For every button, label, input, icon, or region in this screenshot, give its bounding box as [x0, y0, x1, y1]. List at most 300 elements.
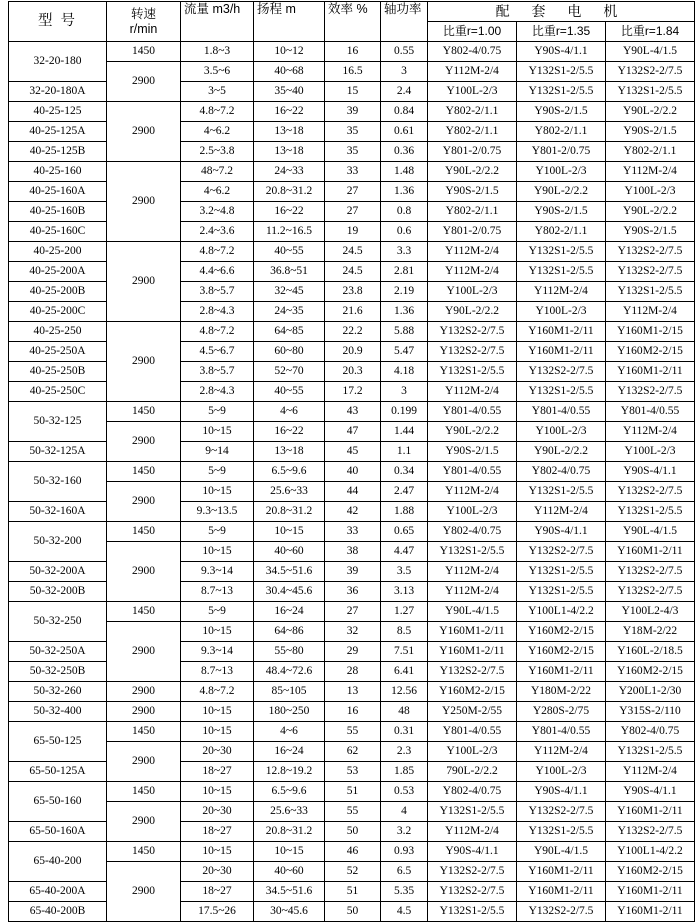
speed-cell: 1450 [107, 842, 181, 862]
motor-sg1-cell: Y160M1-2/11 [428, 622, 517, 642]
shaft-power-cell: 1.44 [381, 422, 428, 442]
efficiency-cell: 62 [325, 742, 381, 762]
motor-sg1-cell: Y112M-2/4 [428, 562, 517, 582]
shaft-power-cell: 4.5 [381, 902, 428, 922]
table-row [9, 402, 695, 422]
head-cell: 35~40 [254, 82, 325, 102]
flow-cell: 10~15 [181, 622, 254, 642]
motor-sg2-cell: Y802-4/0.75 [517, 462, 606, 482]
pump-spec-table [8, 1, 695, 922]
shaft-power-cell: 1.27 [381, 602, 428, 622]
efficiency-cell: 20.9 [325, 342, 381, 362]
flow-cell: 2.8~4.3 [181, 302, 254, 322]
head-cell: 40~55 [254, 242, 325, 262]
motor-sg2-cell: Y180M-2/22 [517, 682, 606, 702]
shaft-power-cell: 0.93 [381, 842, 428, 862]
flow-cell: 9.3~14 [181, 642, 254, 662]
head-cell: 30.4~45.6 [254, 582, 325, 602]
flow-cell: 3.8~5.7 [181, 362, 254, 382]
shaft-power-cell: 0.65 [381, 522, 428, 542]
model-cell: 40-25-160A [9, 182, 107, 202]
table-row [9, 842, 695, 862]
flow-cell: 2.5~3.8 [181, 142, 254, 162]
speed-cell: 2900 [107, 742, 181, 782]
flow-cell: 3.2~4.8 [181, 202, 254, 222]
head-cell: 40~68 [254, 62, 325, 82]
flow-cell: 2.4~3.6 [181, 222, 254, 242]
motor-sg3-cell: Y160M1-2/11 [606, 882, 695, 902]
shaft-power-cell: 1.1 [381, 442, 428, 462]
shaft-power-cell: 0.61 [381, 122, 428, 142]
efficiency-cell: 22.2 [325, 322, 381, 342]
flow-cell: 8.7~13 [181, 582, 254, 602]
speed-cell: 1450 [107, 402, 181, 422]
motor-sg3-cell: Y100L-2/3 [606, 442, 695, 462]
header-speed-line1: 转速 [130, 6, 156, 21]
efficiency-cell: 36 [325, 582, 381, 602]
flow-cell: 9.3~14 [181, 562, 254, 582]
motor-sg2-cell: Y90S-2/1.5 [517, 102, 606, 122]
motor-sg3-cell: Y132S2-2/7.5 [606, 562, 695, 582]
head-cell: 11.2~16.5 [254, 222, 325, 242]
motor-sg1-cell: Y100L-2/3 [428, 742, 517, 762]
efficiency-cell: 15 [325, 82, 381, 102]
head-cell: 20.8~31.2 [254, 182, 325, 202]
head-cell: 6.5~9.6 [254, 462, 325, 482]
motor-sg3-cell: Y90S-2/1.5 [606, 122, 695, 142]
speed-cell: 1450 [107, 602, 181, 622]
motor-sg3-cell: Y160M1-2/15 [606, 322, 695, 342]
motor-sg1-cell: Y801-4/0.55 [428, 402, 517, 422]
model-cell: 50-32-125A [9, 442, 107, 462]
efficiency-cell: 21.6 [325, 302, 381, 322]
motor-sg3-cell: Y132S2-2/7.5 [606, 382, 695, 402]
motor-sg1-cell: Y801-4/0.55 [428, 722, 517, 742]
header-matched-motor: 配 套 电 机 [428, 2, 695, 22]
flow-cell: 18~27 [181, 762, 254, 782]
motor-sg3-cell: Y315S-2/110 [606, 702, 695, 722]
motor-sg3-cell: Y100L2-4/3 [606, 602, 695, 622]
motor-sg3-cell: Y160M1-2/11 [606, 802, 695, 822]
motor-sg3-cell: Y802-2/1.1 [606, 142, 695, 162]
speed-cell: 1450 [107, 522, 181, 542]
motor-sg2-cell: Y112M-2/4 [517, 282, 606, 302]
motor-sg1-cell: 790L-2/2.2 [428, 762, 517, 782]
model-cell: 50-32-200 [9, 522, 107, 562]
motor-sg2-cell: Y100L-2/3 [517, 762, 606, 782]
head-cell: 24~33 [254, 162, 325, 182]
efficiency-cell: 50 [325, 822, 381, 842]
table-row [9, 42, 695, 62]
efficiency-cell: 16 [325, 702, 381, 722]
header-sg-3: 比重r=1.84 [606, 22, 695, 42]
header-shaft-power: 轴功率 [381, 2, 428, 42]
motor-sg2-cell: Y132S1-2/5.5 [517, 562, 606, 582]
speed-cell: 2900 [107, 622, 181, 682]
flow-cell: 4~6.2 [181, 182, 254, 202]
efficiency-cell: 32 [325, 622, 381, 642]
shaft-power-cell: 2.3 [381, 742, 428, 762]
head-cell: 10~12 [254, 42, 325, 62]
shaft-power-cell: 0.6 [381, 222, 428, 242]
flow-cell: 17.5~26 [181, 902, 254, 922]
motor-sg2-cell: Y802-2/1.1 [517, 222, 606, 242]
efficiency-cell: 35 [325, 142, 381, 162]
efficiency-cell: 51 [325, 882, 381, 902]
efficiency-cell: 24.5 [325, 262, 381, 282]
motor-sg3-cell: Y160M2-2/15 [606, 342, 695, 362]
head-cell: 40~60 [254, 542, 325, 562]
flow-cell: 10~15 [181, 702, 254, 722]
flow-cell: 4.4~6.6 [181, 262, 254, 282]
motor-sg2-cell: Y160M2-2/15 [517, 622, 606, 642]
motor-sg1-cell: Y132S2-2/7.5 [428, 342, 517, 362]
head-cell: 36.8~51 [254, 262, 325, 282]
head-cell: 40~60 [254, 862, 325, 882]
motor-sg2-cell: Y160M1-2/11 [517, 322, 606, 342]
shaft-power-cell: 2.4 [381, 82, 428, 102]
speed-cell: 2900 [107, 702, 181, 722]
motor-sg2-cell: Y160M1-2/11 [517, 342, 606, 362]
header-flow: 流量 m3/h [181, 2, 254, 42]
motor-sg2-cell: Y100L1-4/2.2 [517, 602, 606, 622]
motor-sg3-cell: Y132S2-2/7.5 [606, 482, 695, 502]
motor-sg3-cell: Y160L-2/18.5 [606, 642, 695, 662]
motor-sg1-cell: Y90S-2/1.5 [428, 182, 517, 202]
model-cell: 40-25-250C [9, 382, 107, 402]
table-row [9, 482, 695, 502]
motor-sg3-cell: Y90S-4/1.1 [606, 462, 695, 482]
efficiency-cell: 55 [325, 722, 381, 742]
flow-cell: 5~9 [181, 602, 254, 622]
model-cell: 65-50-160 [9, 782, 107, 822]
speed-cell: 2900 [107, 482, 181, 522]
motor-sg2-cell: Y90S-4/1.1 [517, 42, 606, 62]
shaft-power-cell: 0.36 [381, 142, 428, 162]
motor-sg1-cell: Y132S1-2/5.5 [428, 902, 517, 922]
speed-cell: 1450 [107, 462, 181, 482]
model-cell: 50-32-250A [9, 642, 107, 662]
motor-sg3-cell: Y132S1-2/5.5 [606, 82, 695, 102]
efficiency-cell: 19 [325, 222, 381, 242]
motor-sg3-cell: Y801-4/0.55 [606, 402, 695, 422]
model-cell: 40-25-200A [9, 262, 107, 282]
motor-sg3-cell: Y160M2-2/15 [606, 662, 695, 682]
table-row [9, 162, 695, 182]
motor-sg1-cell: Y802-4/0.75 [428, 782, 517, 802]
head-cell: 20.8~31.2 [254, 822, 325, 842]
motor-sg1-cell: Y112M-2/4 [428, 262, 517, 282]
motor-sg1-cell: Y90L-4/1.5 [428, 602, 517, 622]
head-cell: 52~70 [254, 362, 325, 382]
head-cell: 60~80 [254, 342, 325, 362]
table-row [9, 242, 695, 262]
table-row [9, 102, 695, 122]
flow-cell: 4.8~7.2 [181, 242, 254, 262]
motor-sg3-cell: Y132S2-2/7.5 [606, 242, 695, 262]
head-cell: 6.5~9.6 [254, 782, 325, 802]
head-cell: 40~55 [254, 382, 325, 402]
motor-sg1-cell: Y90S-4/1.1 [428, 842, 517, 862]
motor-sg2-cell: Y132S2-2/7.5 [517, 542, 606, 562]
flow-cell: 18~27 [181, 882, 254, 902]
motor-sg2-cell: Y160M1-2/11 [517, 662, 606, 682]
table-row [9, 542, 695, 562]
head-cell: 4~6 [254, 722, 325, 742]
speed-cell: 2900 [107, 802, 181, 842]
model-cell: 65-40-200A [9, 882, 107, 902]
head-cell: 16~24 [254, 742, 325, 762]
motor-sg2-cell: Y132S2-2/7.5 [517, 802, 606, 822]
efficiency-cell: 47 [325, 422, 381, 442]
flow-cell: 10~15 [181, 422, 254, 442]
motor-sg2-cell: Y160M2-2/15 [517, 642, 606, 662]
head-cell: 16~22 [254, 202, 325, 222]
motor-sg1-cell: Y90L-2/2.2 [428, 302, 517, 322]
motor-sg3-cell: Y112M-2/4 [606, 762, 695, 782]
head-cell: 12.8~19.2 [254, 762, 325, 782]
table-row [9, 602, 695, 622]
motor-sg3-cell: Y90L-2/2.2 [606, 202, 695, 222]
speed-cell: 2900 [107, 242, 181, 322]
flow-cell: 10~15 [181, 482, 254, 502]
motor-sg3-cell: Y802-4/0.75 [606, 722, 695, 742]
header-model: 型 号 [9, 2, 107, 42]
head-cell: 85~105 [254, 682, 325, 702]
motor-sg2-cell: Y132S2-2/7.5 [517, 902, 606, 922]
motor-sg2-cell: Y132S1-2/5.5 [517, 262, 606, 282]
head-cell: 13~18 [254, 142, 325, 162]
motor-sg2-cell: Y132S1-2/5.5 [517, 822, 606, 842]
motor-sg1-cell: Y160M1-2/11 [428, 642, 517, 662]
model-cell: 40-25-160B [9, 202, 107, 222]
motor-sg3-cell: Y90S-4/1.1 [606, 782, 695, 802]
shaft-power-cell: 2.81 [381, 262, 428, 282]
motor-sg1-cell: Y132S1-2/5.5 [428, 362, 517, 382]
model-cell: 40-25-160 [9, 162, 107, 182]
model-cell: 65-50-160A [9, 822, 107, 842]
model-cell: 50-32-160A [9, 502, 107, 522]
speed-cell: 1450 [107, 782, 181, 802]
motor-sg3-cell: Y100L-2/3 [606, 182, 695, 202]
motor-sg3-cell: Y112M-2/4 [606, 302, 695, 322]
efficiency-cell: 44 [325, 482, 381, 502]
motor-sg2-cell: Y100L-2/3 [517, 422, 606, 442]
header-speed [107, 2, 181, 42]
motor-sg1-cell: Y112M-2/4 [428, 242, 517, 262]
motor-sg2-cell: Y132S1-2/5.5 [517, 242, 606, 262]
motor-sg3-cell: Y18M-2/22 [606, 622, 695, 642]
shaft-power-cell: 0.84 [381, 102, 428, 122]
model-cell: 65-40-200 [9, 842, 107, 882]
motor-sg1-cell: Y801-2/0.75 [428, 142, 517, 162]
motor-sg2-cell: Y112M-2/4 [517, 742, 606, 762]
motor-sg1-cell: Y132S2-2/7.5 [428, 662, 517, 682]
table-row [9, 802, 695, 822]
motor-sg2-cell: Y100L-2/3 [517, 162, 606, 182]
flow-cell: 3~5 [181, 82, 254, 102]
motor-sg1-cell: Y801-4/0.55 [428, 462, 517, 482]
efficiency-cell: 24.5 [325, 242, 381, 262]
table-row [9, 462, 695, 482]
shaft-power-cell: 5.35 [381, 882, 428, 902]
motor-sg1-cell: Y802-4/0.75 [428, 42, 517, 62]
motor-sg3-cell: Y90L-4/1.5 [606, 42, 695, 62]
model-cell: 40-25-200B [9, 282, 107, 302]
flow-cell: 4.8~7.2 [181, 102, 254, 122]
head-cell: 64~86 [254, 622, 325, 642]
flow-cell: 3.5~6 [181, 62, 254, 82]
shaft-power-cell: 0.34 [381, 462, 428, 482]
motor-sg2-cell: Y100L-2/3 [517, 302, 606, 322]
motor-sg3-cell: Y112M-2/4 [606, 422, 695, 442]
head-cell: 25.6~33 [254, 802, 325, 822]
flow-cell: 10~15 [181, 782, 254, 802]
model-cell: 40-25-200 [9, 242, 107, 262]
head-cell: 25.6~33 [254, 482, 325, 502]
efficiency-cell: 42 [325, 502, 381, 522]
efficiency-cell: 28 [325, 662, 381, 682]
shaft-power-cell: 0.55 [381, 42, 428, 62]
speed-cell: 1450 [107, 722, 181, 742]
shaft-power-cell: 5.88 [381, 322, 428, 342]
model-cell: 50-32-200B [9, 582, 107, 602]
motor-sg3-cell: Y132S2-2/7.5 [606, 822, 695, 842]
flow-cell: 4~6.2 [181, 122, 254, 142]
head-cell: 34.5~51.6 [254, 882, 325, 902]
model-cell: 40-25-125A [9, 122, 107, 142]
flow-cell: 4.5~6.7 [181, 342, 254, 362]
motor-sg2-cell: Y132S1-2/5.5 [517, 482, 606, 502]
motor-sg1-cell: Y100L-2/3 [428, 502, 517, 522]
table-row [9, 422, 695, 442]
model-cell: 50-32-400 [9, 702, 107, 722]
efficiency-cell: 33 [325, 162, 381, 182]
flow-cell: 10~15 [181, 842, 254, 862]
table-body [9, 42, 695, 922]
shaft-power-cell: 3.2 [381, 822, 428, 842]
motor-sg2-cell: Y90L-2/2.2 [517, 442, 606, 462]
efficiency-cell: 38 [325, 542, 381, 562]
motor-sg1-cell: Y112M-2/4 [428, 822, 517, 842]
motor-sg2-cell: Y90L-4/1.5 [517, 842, 606, 862]
flow-cell: 48~7.2 [181, 162, 254, 182]
shaft-power-cell: 6.41 [381, 662, 428, 682]
shaft-power-cell: 4 [381, 802, 428, 822]
motor-sg2-cell: Y801-4/0.55 [517, 722, 606, 742]
shaft-power-cell: 1.88 [381, 502, 428, 522]
motor-sg3-cell: Y112M-2/4 [606, 162, 695, 182]
motor-sg2-cell: Y280S-2/75 [517, 702, 606, 722]
motor-sg1-cell: Y802-2/1.1 [428, 202, 517, 222]
flow-cell: 5~9 [181, 522, 254, 542]
head-cell: 48.4~72.6 [254, 662, 325, 682]
motor-sg2-cell: Y90S-4/1.1 [517, 782, 606, 802]
model-cell: 40-25-200C [9, 302, 107, 322]
motor-sg3-cell: Y90L-4/1.5 [606, 522, 695, 542]
speed-cell: 1450 [107, 42, 181, 62]
flow-cell: 5~9 [181, 462, 254, 482]
head-cell: 13~18 [254, 122, 325, 142]
shaft-power-cell: 3 [381, 62, 428, 82]
table-row [9, 862, 695, 882]
table-row [9, 622, 695, 642]
motor-sg1-cell: Y112M-2/4 [428, 382, 517, 402]
motor-sg3-cell: Y160M1-2/11 [606, 362, 695, 382]
flow-cell: 1.8~3 [181, 42, 254, 62]
efficiency-cell: 16 [325, 42, 381, 62]
head-cell: 64~85 [254, 322, 325, 342]
head-cell: 32~45 [254, 282, 325, 302]
model-cell: 32-20-180A [9, 82, 107, 102]
shaft-power-cell: 5.47 [381, 342, 428, 362]
shaft-power-cell: 2.19 [381, 282, 428, 302]
speed-cell: 2900 [107, 542, 181, 602]
head-cell: 16~24 [254, 602, 325, 622]
header-efficiency: 效率 % [325, 2, 381, 42]
shaft-power-cell: 0.31 [381, 722, 428, 742]
motor-sg1-cell: Y90L-2/2.2 [428, 422, 517, 442]
motor-sg3-cell: Y132S2-2/7.5 [606, 262, 695, 282]
shaft-power-cell: 1.36 [381, 182, 428, 202]
motor-sg2-cell: Y90S-2/1.5 [517, 202, 606, 222]
efficiency-cell: 23.8 [325, 282, 381, 302]
motor-sg1-cell: Y160M2-2/15 [428, 682, 517, 702]
motor-sg1-cell: Y802-4/0.75 [428, 522, 517, 542]
motor-sg3-cell: Y132S1-2/5.5 [606, 502, 695, 522]
motor-sg1-cell: Y112M-2/4 [428, 482, 517, 502]
shaft-power-cell: 12.56 [381, 682, 428, 702]
shaft-power-cell: 48 [381, 702, 428, 722]
table-row [9, 62, 695, 82]
motor-sg1-cell: Y90S-2/1.5 [428, 442, 517, 462]
motor-sg2-cell: Y132S1-2/5.5 [517, 82, 606, 102]
head-cell: 34.5~51.6 [254, 562, 325, 582]
shaft-power-cell: 3.5 [381, 562, 428, 582]
model-cell: 50-32-125 [9, 402, 107, 442]
efficiency-cell: 39 [325, 102, 381, 122]
flow-cell: 9~14 [181, 442, 254, 462]
motor-sg2-cell: Y801-2/0.75 [517, 142, 606, 162]
head-cell: 180~250 [254, 702, 325, 722]
motor-sg1-cell: Y802-2/1.1 [428, 122, 517, 142]
shaft-power-cell: 1.36 [381, 302, 428, 322]
model-cell: 50-32-250 [9, 602, 107, 642]
motor-sg1-cell: Y100L-2/3 [428, 82, 517, 102]
header-head: 扬程 m [254, 2, 325, 42]
head-cell: 4~6 [254, 402, 325, 422]
table-row [9, 742, 695, 762]
motor-sg1-cell: Y100L-2/3 [428, 282, 517, 302]
motor-sg1-cell: Y132S2-2/7.5 [428, 322, 517, 342]
shaft-power-cell: 3 [381, 382, 428, 402]
speed-cell: 2900 [107, 322, 181, 402]
table-row [9, 682, 695, 702]
head-cell: 55~80 [254, 642, 325, 662]
shaft-power-cell: 7.51 [381, 642, 428, 662]
motor-sg2-cell: Y801-4/0.55 [517, 402, 606, 422]
shaft-power-cell: 0.199 [381, 402, 428, 422]
motor-sg3-cell: Y160M1-2/11 [606, 902, 695, 922]
efficiency-cell: 17.2 [325, 382, 381, 402]
header-sg-2: 比重r=1.35 [517, 22, 606, 42]
header-speed-line2: r/min [129, 21, 158, 36]
flow-cell: 3.8~5.7 [181, 282, 254, 302]
motor-sg2-cell: Y132S2-2/7.5 [517, 362, 606, 382]
table-row [9, 522, 695, 542]
efficiency-cell: 35 [325, 122, 381, 142]
head-cell: 16~22 [254, 102, 325, 122]
